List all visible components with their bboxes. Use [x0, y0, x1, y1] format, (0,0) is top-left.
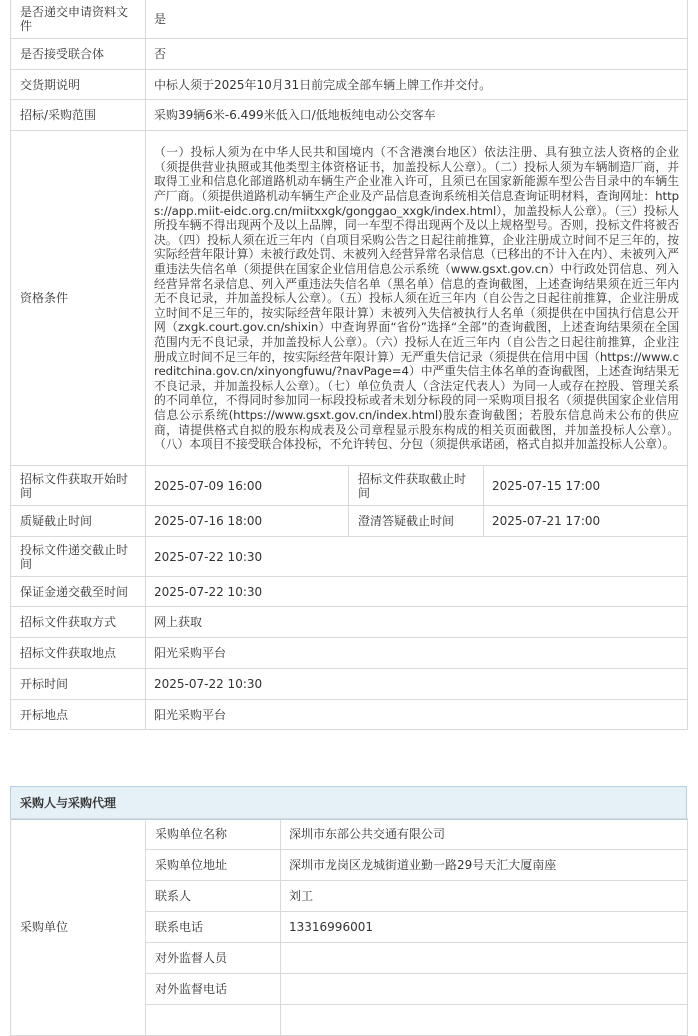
row-delivery [11, 70, 688, 100]
section-title: 采购人与采购代理 [20, 796, 117, 810]
value-doc-end: 2025-07-15 17:00 [484, 466, 688, 506]
field-value: 深圳市龙岗区龙城街道业勤一路29号天汇大厦南座 [281, 850, 688, 881]
label-open-place: 开标地点 [11, 700, 146, 730]
field-key: 联系电话 [146, 912, 281, 943]
purchaser-table [10, 818, 688, 1036]
row-qualification [11, 131, 688, 466]
label-purchase-unit: 采购单位 [11, 819, 146, 1036]
label-query-end: 质疑截止时间 [11, 506, 146, 537]
row-open-place [11, 700, 688, 730]
row-consortium [11, 39, 688, 70]
field-key: 采购单位名称 [146, 819, 281, 850]
row-bid-submit [11, 537, 688, 577]
label-qualification: 资格条件 [11, 131, 146, 466]
value-doc-start: 2025-07-09 16:00 [146, 466, 349, 506]
label-open-time: 开标时间 [11, 669, 146, 700]
row-get-place [11, 638, 688, 669]
label-delivery: 交货期说明 [11, 70, 146, 100]
row-doc-time [11, 466, 688, 506]
label-clarify-end: 澄清答疑截止时间 [349, 506, 484, 537]
field-value [281, 974, 688, 1005]
value-joint-submit: 是 [146, 0, 688, 39]
value-open-place: 阳光采购平台 [146, 700, 688, 730]
value-get-method: 网上获取 [146, 607, 688, 638]
label-get-method: 招标文件获取方式 [11, 607, 146, 638]
value-consortium: 否 [146, 39, 688, 70]
value-bid-submit: 2025-07-22 10:30 [146, 537, 688, 577]
field-value: 刘工 [281, 881, 688, 912]
row-get-method [11, 607, 688, 638]
field-key: 联系人 [146, 881, 281, 912]
row-query-time [11, 506, 688, 537]
row-joint-submit [11, 0, 688, 39]
field-key: 对外监督人员 [146, 943, 281, 974]
value-get-place: 阳光采购平台 [146, 638, 688, 669]
field-key: 采购单位地址 [146, 850, 281, 881]
field-value-empty [281, 1005, 688, 1036]
value-clarify-end: 2025-07-21 17:00 [484, 506, 688, 537]
row-open-time [11, 669, 688, 700]
section-header-purchaser [10, 786, 687, 820]
value-query-end: 2025-07-16 18:00 [146, 506, 349, 537]
value-scope: 采购39辆6米-6.499米低入口/低地板纯电动公交客车 [146, 100, 688, 131]
value-deposit: 2025-07-22 10:30 [146, 577, 688, 607]
label-doc-end: 招标文件获取截止时间 [349, 466, 484, 506]
field-key: 对外监督电话 [146, 974, 281, 1005]
value-open-time: 2025-07-22 10:30 [146, 669, 688, 700]
row-deposit [11, 577, 688, 607]
label-get-place: 招标文件获取地点 [11, 638, 146, 669]
label-scope: 招标/采购范围 [11, 100, 146, 131]
row-scope [11, 100, 688, 131]
field-value [281, 943, 688, 974]
label-consortium: 是否接受联合体 [11, 39, 146, 70]
label-deposit: 保证金递交截至时间 [11, 577, 146, 607]
label-bid-submit: 投标文件递交截止时间 [11, 537, 146, 577]
label-joint-submit: 是否递交申请资料文件 [11, 0, 146, 39]
tender-info-table [10, 0, 688, 730]
label-doc-start: 招标文件获取开始时间 [11, 466, 146, 506]
value-qualification: （一）投标人须为在中华人民共和国境内（不含港澳台地区）依法注册、具有独立法人资格的企业（须提供营业执照或其他类型主体资格证书，加盖投标人公章）。（二）投标人须为车辆制造厂商，并取得工业和信息化部道路机动车辆生产企业准入许可，且须已在国家新能源车型公告目录中的车辆生产厂商。（须提供道路机动车辆生产企业及产品信息查询系统相关信息查询证明材料，查询网址：https://app.miit-eidc.org.cn/miitxxgk/gonggao_xxgk/index.html），加盖投标人公章）。（三）投标人所投车辆不得出现两个及以上品牌，同一车型不得出现两个及以上规格型号。否则，投标文件将被否决。（四）投标人须在近三年内（自项目采购公告之日起往前推算，企业注册成立时间不足三年的，按实际经营年限计算）未被行政处罚、未被列入经营异常名录信息（已移出的不计入在内）、未被列入严重违法失信名单（须提供在国家企业信用信息公示系统（www.gsxt.gov.cn）中行政处罚信息、列入经营异常名录信息、列入严重违法失信名单（黑名单）信息的查询截图，上述查询结果须在近三年内无不良记录，并加盖投标人公章）。（五）投标人须在近三年内（自公告之日起往前推算，企业注册成立时间不足三年的，按实际经营年限计算）未被列入失信被执行人名单（须提供在中国执行信息公开网（zxgk.court.gov.cn/shixin）中查询界面“省份”选择“全部”的查询截图，上述查询结果须在全国范围内无不良记录，并加盖投标人公章）。（六）投标人在近三年内（自公告之日起往前推算，企业注册成立时间不足三年的，按实际经营年限计算）无严重失信记录（须提供在信用中国（https://www.creditchina.gov.cn/xinyongfuwu/?navPage=4）中严重失信主体名单的查询截图，上述查询结果无不良记录，并加盖投标人公章）。（七）单位负责人（含法定代表人）为同一人或存在控股、管理关系的不同单位，不得同时参加同一标段投标或者未划分标段的同一采购项目报名（须提供国家企业信用信息公示系统(https://www.gsxt.gov.cn/index.html)股东查询截图；若股东信息尚未公布的供应商，请提供格式自拟的股东构成表及公司章程显示股东构成的相关页面截图，并加盖投标人公章）。（八）本项目不接受联合体投标，不允许转包、分包（须提供承诺函，格式自拟并加盖投标人公章）。 [146, 131, 688, 466]
value-delivery: 中标人须于2025年10月31日前完成全部车辆上牌工作并交付。 [146, 70, 688, 100]
purchaser-row [11, 819, 688, 850]
field-key-empty [146, 1005, 281, 1036]
field-value: 13316996001 [281, 912, 688, 943]
field-value: 深圳市东部公共交通有限公司 [281, 819, 688, 850]
